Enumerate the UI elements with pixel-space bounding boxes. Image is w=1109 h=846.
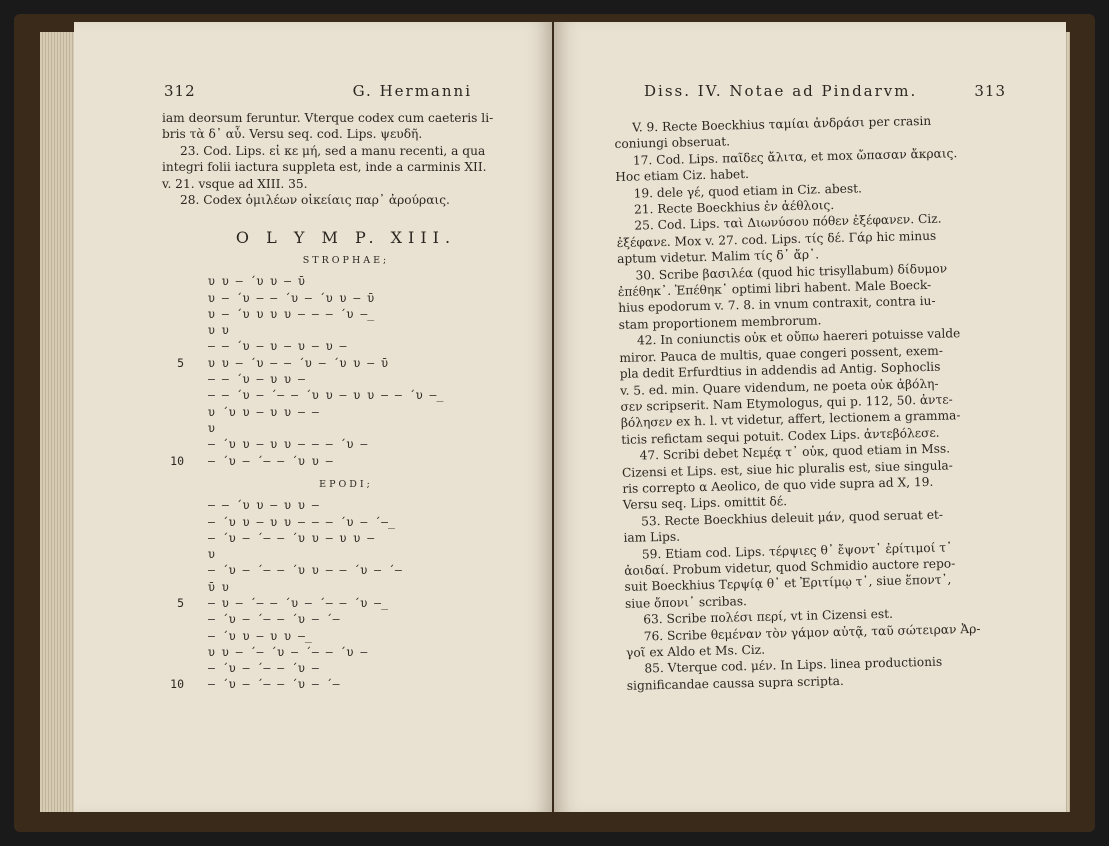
meter-line xyxy=(162,420,530,436)
text-line: 19. dele γέ, quod etiam in Ciz. abest. xyxy=(633,181,863,201)
meter-pattern: – – ́ υ – ́ – – ́ υ υ – υ υ – – ́ υ –̲ xyxy=(208,388,444,403)
meter-line xyxy=(162,628,530,644)
meter-pattern: υ – ́ υ – – ́ υ – ́ υ υ – ῡ xyxy=(208,290,375,305)
text-line: v. 5. ed. min. Quare videndum, ne poeta οὐκ ἀβόλη- xyxy=(619,376,939,398)
meter-line xyxy=(162,676,530,692)
meter-pattern: – ́ υ – ́ – – ́ υ – ́ – xyxy=(208,677,340,692)
meter-pattern: υ υ xyxy=(208,323,229,338)
meter-line xyxy=(162,595,530,611)
meter-pattern: — υ – ́ – – ́ υ – ́ – – ́ υ –̲ xyxy=(208,596,389,610)
meter-line xyxy=(162,611,530,627)
left-body xyxy=(162,110,530,693)
text-line: bris τὰ δ᾽ αὖ. Versu seq. cod. Lips. ψευδῆ. xyxy=(162,127,423,142)
text-line: ἀοιδαί. Probum videtur, quod Schmidio auctore repo- xyxy=(624,556,956,578)
meter-line xyxy=(162,273,530,289)
meter-line xyxy=(162,514,530,530)
meter-line xyxy=(162,322,530,338)
text-line: integri folii iactura suppleta est, inde a carminis XII. xyxy=(162,160,487,175)
text-line: coniungi obseruat. xyxy=(614,134,731,152)
text-line: 30. Scribe βασιλέα (quod hic trisyllabum) δίδυμον xyxy=(635,261,948,283)
right-page-number: 313 xyxy=(974,82,1006,100)
text-line: siue ὄπονι᾽ scribas. xyxy=(624,593,748,611)
meter-pattern: – ́ υ – ́ – – ́ υ – ́ – xyxy=(208,612,340,627)
text-line: 59. Etiam cod. Lips. τέρψιες θ᾽ ἔψοντ᾽ ἐρίτιμοί τ᾽ xyxy=(641,540,953,562)
left-page xyxy=(74,22,552,812)
meter-pattern: – ́ υ – ́ – – ́ υ υ – xyxy=(208,453,333,468)
meter-line xyxy=(162,644,530,660)
page-edges-left xyxy=(40,32,76,812)
meter-line xyxy=(162,660,530,676)
meter-line xyxy=(162,546,530,562)
meter-line xyxy=(162,387,530,403)
meter-pattern: – – ́ υ υ – υ υ – xyxy=(208,498,319,513)
meter-pattern: υ υ – ́ – ́ υ – ́ – – ́ υ – xyxy=(208,644,368,659)
meter-pattern: – ́ υ – ́ – – ́ υ υ – υ υ – xyxy=(208,530,375,545)
text-line: V. 9. Recte Boeckhius ταμίαι ἀνδράσι per crasin xyxy=(632,113,932,135)
text-line: 25. Cod. Lips. ταὶ Διωνύσου πόθεν ἐξέφανεν. Ciz. xyxy=(634,212,942,233)
text-line: 23. Cod. Lips. εἰ κε μή, sed a manu recenti, a qua xyxy=(180,143,486,158)
text-line: suit Boeckhius Τερψίᾳ θ᾽ et Ἐριτίμῳ τ᾽, siue ἕποντ᾽, xyxy=(624,572,952,595)
text-line: aptum videtur. Malim τίς δ᾽ ἄρ᾽. xyxy=(617,247,820,267)
text-line: ticis refictam sequi potuit. Codex Lips. ἀντεβόλεσε. xyxy=(621,425,940,447)
meter-pattern: υ xyxy=(208,420,215,435)
meter-line xyxy=(162,530,530,546)
meter-pattern: – ́ υ – ́ – – ́ υ – xyxy=(208,661,319,676)
meter-pattern: υ xyxy=(208,547,215,562)
text-line: 21. Recte Boeckhius ἐν ἀέθλοις. xyxy=(633,198,835,217)
meter-line xyxy=(162,338,530,354)
text-line: Hoc etiam Ciz. habet. xyxy=(615,167,750,185)
text-line: 17. Cod. Lips. παῖδες ἄλιτα, et mox ὤπασαν ἄκραις. xyxy=(632,146,958,168)
text-line: iam Lips. xyxy=(623,529,681,546)
text-line: stam proportionem membrorum. xyxy=(618,313,822,332)
meter-pattern: – – ́ υ — υ – υ – υ – xyxy=(208,339,347,354)
text-line: ἐπέθηκ᾽. Ἐπέθηκ᾽ optimi libri habent. Male Boeck- xyxy=(617,277,932,300)
text-line: 53. Recte Boeckhius deleuit μάν, quod seruat et- xyxy=(640,507,944,529)
text-line: βόλησεν ex h. l. vt videtur, affert, lectionem a gramma- xyxy=(620,408,961,431)
text-line: significandae caussa supra scripta. xyxy=(626,673,844,693)
meter-pattern: υ υ – ́ υ υ – ῡ xyxy=(208,274,305,289)
meter-pattern: υ – ́ υ υ υ υ – – – ́ υ –̲ xyxy=(208,306,375,321)
meter-line xyxy=(162,453,530,469)
meter-pattern: – ́ υ υ – υ υ – – – ́ υ – xyxy=(208,437,368,452)
text-line: 63. Scribe πολέσι περί, vt in Cizensi est. xyxy=(643,606,894,627)
line-number: 5 xyxy=(177,355,184,370)
meter-pattern: – ́ υ υ – υ υ –̲ xyxy=(208,628,312,643)
text-line: 42. In coniunctis οὐκ et οὔπω haereri potuisse valde xyxy=(636,326,961,348)
meter-line xyxy=(162,306,530,322)
ode-title: O L Y M P. XIII. xyxy=(235,228,457,248)
meter-line xyxy=(162,497,530,513)
meter-line xyxy=(162,355,530,371)
line-number: 5 xyxy=(177,596,184,610)
meter-line xyxy=(162,404,530,420)
text-line: 28. Codex ὁμιλέων οἰκείαις παρ᾽ ἀρούραις. xyxy=(180,193,450,208)
meter-pattern: ῡ υ xyxy=(208,579,229,594)
meter-pattern: – ́ υ υ – υ υ – – – ́ υ – ́ –̲ xyxy=(208,514,395,529)
right-notes xyxy=(614,111,1021,694)
meter-pattern: – – ́ υ – υ υ – xyxy=(208,372,305,387)
meter-pattern: υ υ – ́ υ – – ́ υ – ́ υ υ – ῡ xyxy=(208,355,389,370)
text-line: iam deorsum feruntur. Vterque codex cum caeteris li- xyxy=(162,111,494,125)
left-page-number: 312 xyxy=(164,82,196,100)
meter-pattern: υ ́ υ υ – υ υ – – xyxy=(208,404,319,419)
text-line: miror. Pauca de multis, quae congeri possent, exem- xyxy=(619,343,944,365)
strophe-heading: STROPHAE; xyxy=(302,254,390,266)
epode-meter xyxy=(162,497,530,693)
text-line: γοῖ ex Aldo et Ms. Ciz. xyxy=(625,642,766,660)
epode-heading: EPODI; xyxy=(319,478,373,490)
text-line: Versu seq. Lips. omittit δέ. xyxy=(622,494,788,513)
text-line: ἐξέφανε. Mox v. 27. cod. Lips. τίς δέ. Γάρ hic minus xyxy=(616,228,937,250)
meter-pattern: – ́ υ – ́ – – ́ υ υ – – ́ υ – ́ – xyxy=(208,563,402,578)
text-line: hius epodorum v. 7. 8. in vnum contraxit, contra iu- xyxy=(618,294,936,316)
text-line: v. 21. vsque ad XIII. 35. xyxy=(162,176,308,191)
text-line: 76. Scribe θεμέναν τὸν γάμον αὐτᾷ, ταῦ σώτειραν Ἀρ- xyxy=(643,621,981,644)
meter-line xyxy=(162,436,530,452)
text-line: 47. Scribi debet Νεμέᾳ τ᾽ οὐκ, quod etiam in Mss. xyxy=(639,441,951,463)
line-number: 10 xyxy=(170,677,184,692)
meter-line xyxy=(162,290,530,306)
text-line: σεν scripserit. Nam Etymologus, qui p. 112, 50. ἀντε- xyxy=(620,392,953,414)
meter-line xyxy=(162,579,530,595)
right-running-title: Diss. IV. Notae ad Pindarvm. xyxy=(644,82,918,100)
text-line: ris correpto α Aeolico, de quo vide supra ad X, 19. xyxy=(622,474,934,496)
right-running-head xyxy=(624,82,1006,100)
text-line: pla dedit Erfurdtius in addendis ad Antig. Sophoclis xyxy=(619,359,941,382)
line-number: 10 xyxy=(170,453,184,468)
text-line: 85. Vterque cod. μέν. In Lips. linea productionis xyxy=(644,655,943,676)
meter-line xyxy=(162,371,530,387)
left-running-head xyxy=(164,82,522,100)
left-running-title: G. Hermanni xyxy=(352,82,472,100)
strophe-meter xyxy=(162,273,530,469)
meter-line xyxy=(162,562,530,578)
intro-notes xyxy=(162,110,530,208)
text-line: Cizensi et Lips. est, siue hic pluralis est, siue singula- xyxy=(621,457,953,480)
right-page xyxy=(554,22,1066,812)
